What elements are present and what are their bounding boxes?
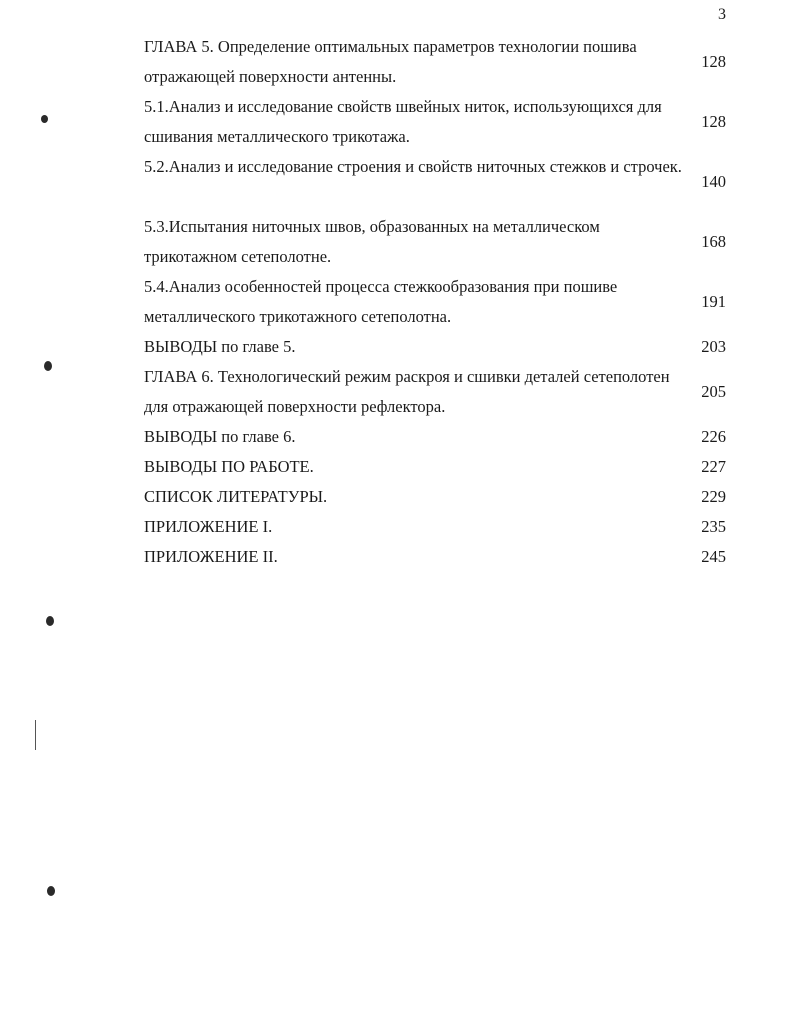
entry-page: 203 [701,337,726,356]
toc-entry-5-4 [144,272,726,332]
toc-entry-5-3 [144,212,726,272]
scan-mark [44,361,52,371]
entry-page: 245 [701,547,726,566]
toc-entry-chapter-5 [144,32,726,92]
toc-entry-bibliography [144,482,726,512]
entry-page: 235 [701,517,726,536]
entry-text: 5.1.Анализ и исследование свойств швейных ниток, использующихся для сшивания металлического трикотажа. [144,97,662,146]
scan-mark [46,616,54,626]
scan-mark [41,115,48,123]
entry-text: СПИСОК ЛИТЕРАТУРЫ. [144,487,328,506]
entry-text: 5.4.Анализ особенностей процесса стежкообразования при пошиве металлического трикотажного сетеполотна. [144,277,618,326]
entry-page: 227 [701,457,726,476]
table-of-contents [144,32,726,572]
entry-text: 5.2.Анализ и исследование строения и свойств ниточных стежков и строчек. [144,157,682,176]
toc-entry-appendix-1 [144,512,726,542]
entry-page: 168 [701,232,726,251]
entry-text: ВЫВОДЫ по главе 5. [144,337,296,356]
toc-entry-work-conclusions [144,452,726,482]
entry-page: 191 [701,292,726,311]
toc-entry-conclusions-5 [144,332,726,362]
entry-page: 226 [701,427,726,446]
entry-text: ГЛАВА 5. Определение оптимальных параметров технологии пошива отражающей поверхности антенны. [144,37,637,86]
toc-entry-appendix-2 [144,542,726,572]
toc-entry-conclusions-6 [144,422,726,452]
scan-mark [35,720,36,750]
entry-text: 5.3.Испытания ниточных швов, образованных на металлическом трикотажном сетеполотне. [144,217,600,266]
entry-page: 128 [701,112,726,131]
entry-text: ВЫВОДЫ ПО РАБОТЕ. [144,457,314,476]
entry-page: 205 [701,382,726,401]
toc-entry-5-1 [144,92,726,152]
entry-text: ПРИЛОЖЕНИЕ I. [144,517,273,536]
toc-entry-chapter-6 [144,362,726,422]
entry-page: 229 [701,487,726,506]
scan-mark [47,886,55,896]
toc-entry-5-2 [144,152,726,212]
entry-text: ПРИЛОЖЕНИЕ II. [144,547,278,566]
entry-text: ГЛАВА 6. Технологический режим раскроя и сшивки деталей сетеполотен для отражающей поверхности рефлектора. [144,367,670,416]
entry-text: ВЫВОДЫ по главе 6. [144,427,296,446]
entry-page: 128 [701,52,726,71]
page-number: 3 [718,6,726,23]
entry-page: 140 [701,172,726,191]
